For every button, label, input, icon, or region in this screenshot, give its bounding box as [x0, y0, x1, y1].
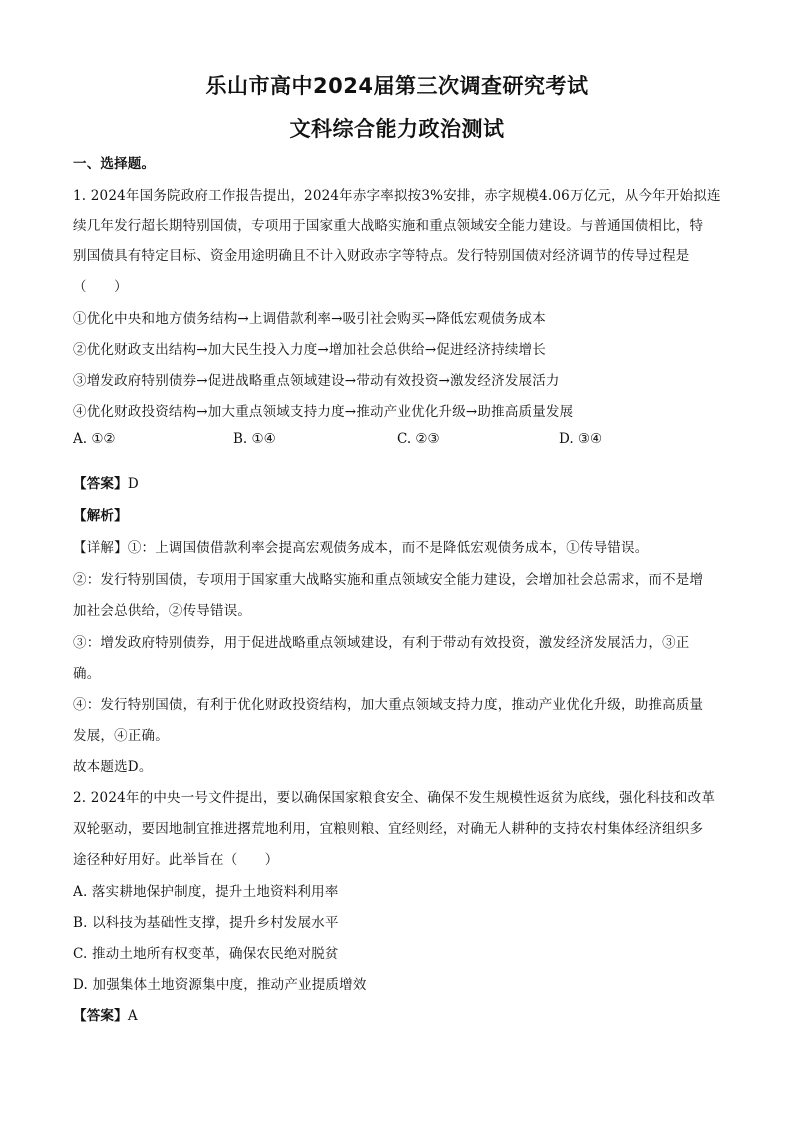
q1-detail-line: 确。	[73, 666, 101, 682]
q1-stem-line: （ ）	[73, 279, 128, 295]
q1-option-c: C. ②③	[397, 431, 440, 447]
q1-option-a: A. ①②	[73, 431, 116, 447]
q1-detail-line: 发展，④正确。	[73, 728, 169, 744]
section-heading: 一、选择题。	[73, 156, 156, 172]
q1-stem-line: 1. 2024年国务院政府工作报告提出，2024年赤字率拟按3%安排，赤字规模4.06万亿元，从今年开始拟连	[73, 188, 721, 204]
q1-answer	[73, 472, 728, 492]
q1-item: ②优化财政支出结构→加大民生投入力度→增加社会总供给→促进经济持续增长	[73, 342, 546, 358]
q1-analysis-tag	[73, 504, 728, 524]
q1-item: ③增发政府特别债券→促进战略重点领域建设→带动有效投资→激发经济发展活力	[73, 373, 560, 389]
answer-tag: 【答案】	[73, 1008, 128, 1024]
q1-stem-line: 别国债具有特定目标、资金用途明确且不计入财政赤字等特点。发行特别国债对经济调节的传导过程是	[73, 248, 690, 264]
q1-detail-line	[73, 536, 728, 556]
q1-detail-line: 故本题选D。	[73, 759, 153, 775]
q2-option-b: B. 以科技为基础性支撑，提升乡村发展水平	[73, 915, 339, 931]
q2-stem-line: 途径种好用好。此举旨在（ ）	[73, 852, 279, 868]
q1-item: ④优化财政投资结构→加大重点领域支持力度→推动产业优化升级→助推高质量发展	[73, 404, 574, 420]
q1-option-b: B. ①④	[233, 431, 276, 447]
q1-option-d: D. ③④	[559, 431, 603, 447]
q1-detail-line: 加社会总供给，②传导错误。	[73, 603, 252, 619]
document-title: 乐山市高中2024届第三次调查研究考试	[205, 74, 589, 98]
q1-detail-line: ③：增发政府特别债券，用于促进战略重点领域建设，有利于带动有效投资，激发经济发展活力，③正	[73, 635, 690, 651]
detail-text: ①：上调国债借款利率会提高宏观债务成本，而不是降低宏观债务成本，①传导错误。	[127, 540, 649, 556]
q1-detail-line: ②：发行特别国债，专项用于国家重大战略实施和重点领域安全能力建设，会增加社会总需求，而不是增	[73, 572, 704, 588]
q2-option-d: D. 加强集体土地资源集中度，推动产业提质增效	[73, 977, 367, 993]
answer-tag: 【答案】	[73, 476, 128, 492]
q1-detail-line: ④：发行特别国债，有利于优化财政投资结构，加大重点领域支持力度，推动产业优化升级，助推高质量	[73, 697, 704, 713]
analysis-tag: 【解析】	[73, 508, 128, 524]
q2-answer	[73, 1004, 728, 1024]
q2-option-c: C. 推动土地所有权变革，确保农民绝对脱贫	[73, 946, 339, 962]
document-subtitle: 文科综合能力政治测试	[289, 117, 505, 141]
answer-value: A	[127, 1008, 138, 1024]
q2-option-a: A. 落实耕地保护制度，提升土地资料利用率	[73, 884, 339, 900]
q2-stem-line: 2. 2024年的中央一号文件提出，要以确保国家粮食安全、确保不发生规模性返贫为底线，强化科技和改革	[73, 790, 716, 806]
answer-value: D	[127, 476, 139, 492]
q2-stem-line: 双轮驱动，要因地制宜推进撂荒地利用，宜粮则粮、宜经则经，对确无人耕种的支持农村集体经济组织多	[73, 821, 704, 837]
q1-stem-line: 续几年发行超长期特别国债，专项用于国家重大战略实施和重点领域安全能力建设。与普通国债相比，特	[73, 218, 704, 234]
q1-item: ①优化中央和地方债务结构→上调借款利率→吸引社会购买→降低宏观债务成本	[73, 311, 546, 327]
detail-tag: 【详解】	[73, 540, 128, 556]
